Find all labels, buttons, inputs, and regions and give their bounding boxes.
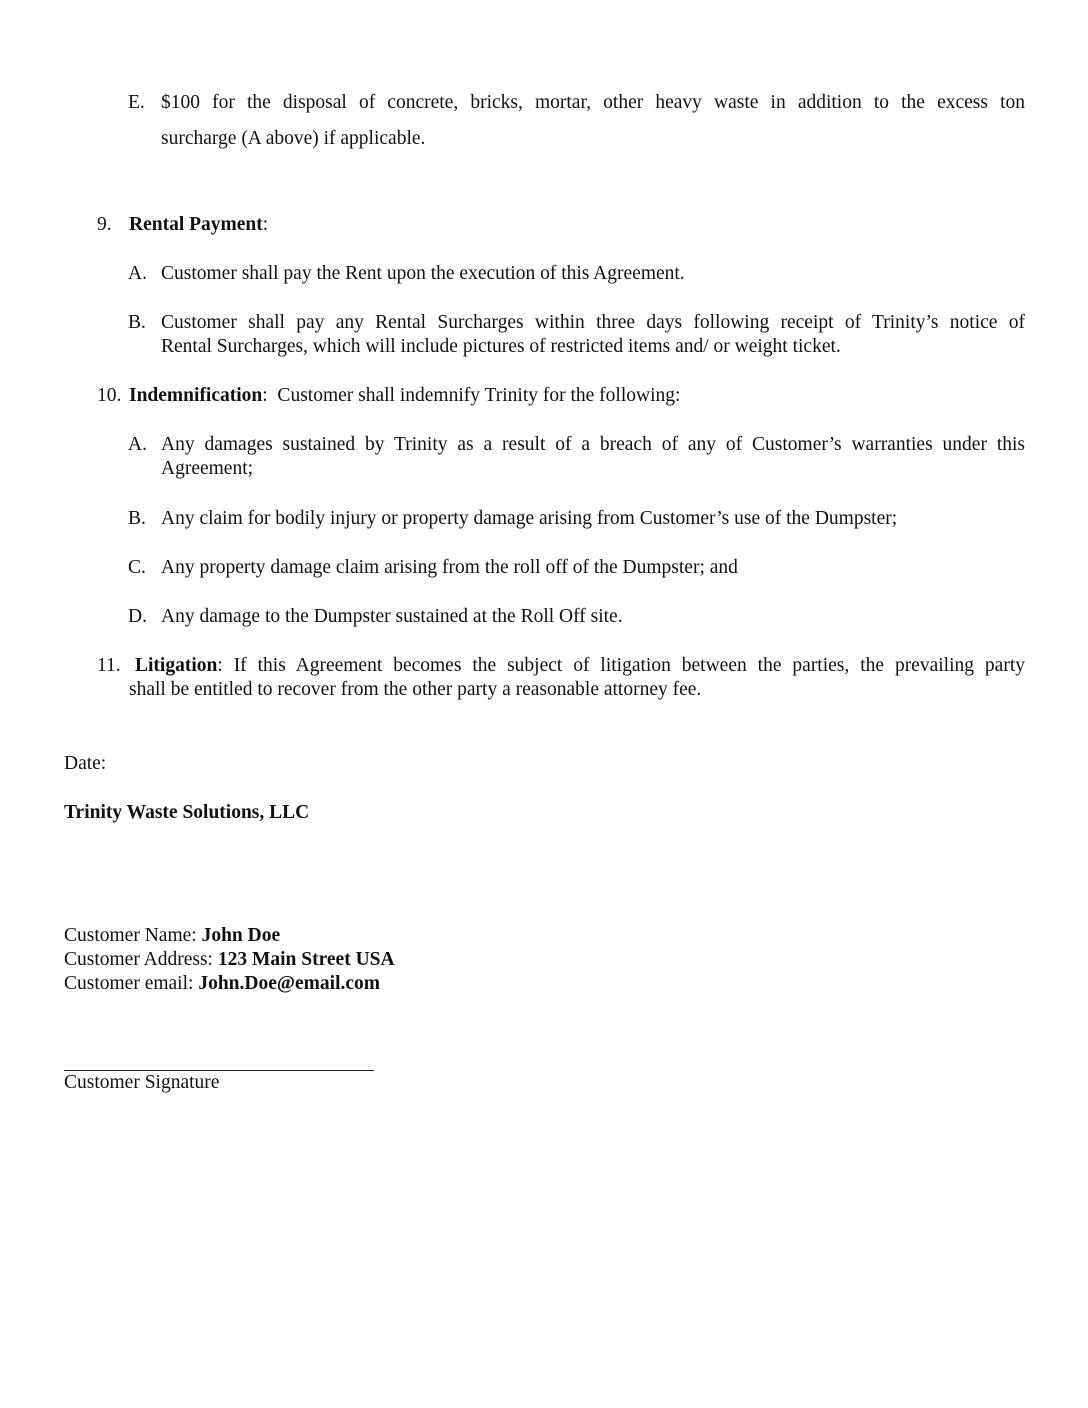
section-10-title: Indemnification [129, 385, 263, 406]
item-10c-line-1: Any property damage claim arising from the roll off of the Dumpster; and [161, 557, 738, 578]
customer-email-row [64, 972, 380, 996]
section-9-title: Rental Payment [129, 214, 263, 235]
item-10d-line-1: Any damage to the Dumpster sustained at the Roll Off site. [161, 606, 623, 627]
date-label: Date: [64, 753, 107, 774]
item-10a-line-1: Any damages sustained by Trinity as a result of a breach of any of Customer’s warranties under this [161, 434, 1025, 455]
item-10b-line-1: Any claim for bodily injury or property damage arising from Customer’s use of the Dumpster; [161, 508, 898, 529]
section-11-line-1-text: : If this Agreement becomes the subject of litigation between the parties, the prevailing party [217, 655, 1025, 676]
section-9-title-suffix: : [262, 214, 269, 235]
section-10-title-suffix: : Customer shall indemnify Trinity for the following: [262, 385, 681, 406]
item-9b-line-1: Customer shall pay any Rental Surcharges within three days following receipt of Trinity’s notice of [161, 312, 1025, 333]
customer-name-value: John Doe [201, 925, 281, 946]
customer-address-row [64, 948, 395, 972]
section-11-line-1 [135, 654, 1025, 678]
list-marker-9b: B. [128, 312, 146, 333]
list-marker-8e: E. [128, 92, 145, 113]
list-marker-10c: C. [128, 557, 146, 578]
list-marker-9a: A. [128, 263, 147, 284]
item-8e-line-1: $100 for the disposal of concrete, bricks, mortar, other heavy waste in addition to the excess ton [161, 92, 1025, 113]
company-name [64, 801, 309, 825]
item-9b-line-2: Rental Surcharges, which will include pictures of restricted items and/ or weight ticket. [161, 336, 841, 357]
section-10-heading [129, 384, 680, 408]
section-11-number: 11. [97, 655, 121, 676]
list-marker-10a: A. [128, 434, 147, 455]
customer-email-label: Customer email: [64, 973, 199, 994]
customer-email-value: John.Doe@email.com [198, 973, 381, 994]
company-name-text: Trinity Waste Solutions, LLC [64, 802, 310, 823]
item-8e-line-2: surcharge (A above) if applicable. [161, 128, 426, 149]
list-marker-10b: B. [128, 508, 146, 529]
customer-address-value: 123 Main Street USA [217, 949, 395, 970]
customer-address-label: Customer Address: [64, 949, 218, 970]
item-10a-line-2: Agreement; [161, 458, 254, 479]
customer-name-label: Customer Name: [64, 925, 202, 946]
section-9-heading [129, 213, 268, 237]
section-10-number: 10. [97, 385, 122, 406]
section-11-title: Litigation [135, 655, 218, 676]
item-9a-line-1: Customer shall pay the Rent upon the execution of this Agreement. [161, 263, 685, 284]
section-9-number: 9. [97, 214, 112, 235]
section-11-line-2: shall be entitled to recover from the other party a reasonable attorney fee. [129, 679, 702, 700]
list-marker-10d: D. [128, 606, 147, 627]
signature-label: Customer Signature [64, 1072, 220, 1093]
customer-name-row [64, 924, 280, 948]
